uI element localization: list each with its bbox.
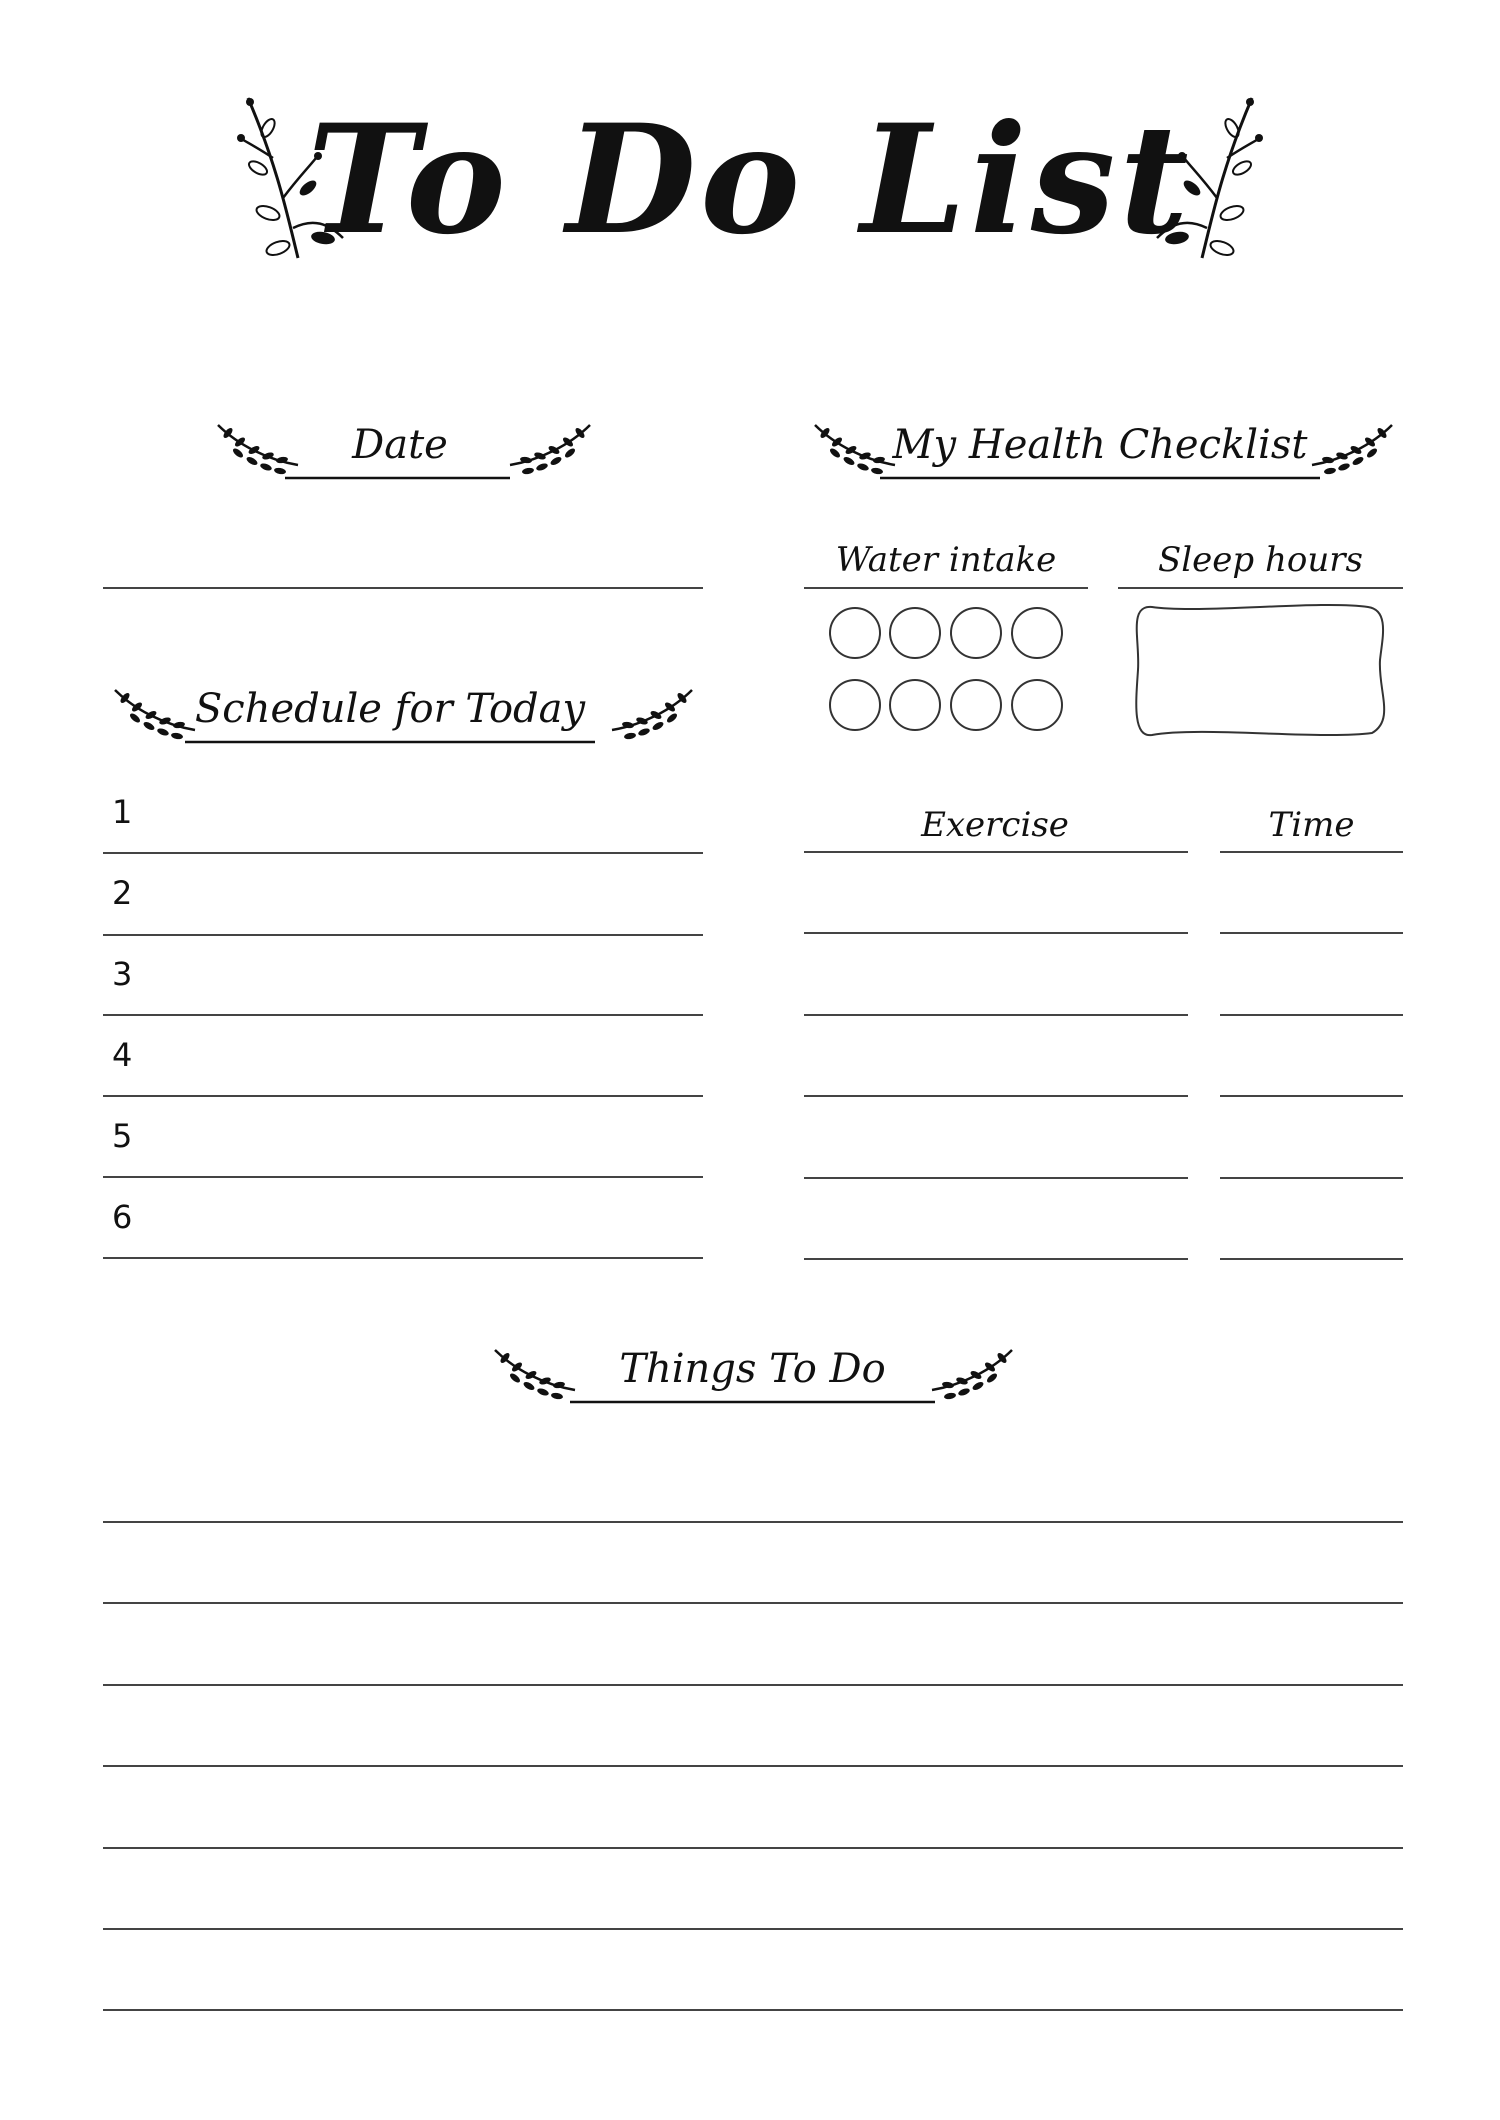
water-glass-circles [830, 608, 1062, 730]
health-heading: My Health Checklist [892, 422, 1308, 468]
date-heading: Date [352, 422, 448, 468]
health-sprig-right-icon [1312, 425, 1392, 475]
schedule-number: 4 [112, 1036, 133, 1074]
sleep-hours-label: Sleep hours [1158, 540, 1363, 580]
water-glass [951, 608, 1001, 658]
page-title: To Do List [307, 92, 1193, 268]
schedule-sprig-right-icon [612, 690, 692, 740]
schedule-number: 1 [112, 793, 133, 831]
water-glass [890, 608, 940, 658]
time-lines [1220, 852, 1403, 1259]
water-glass [1012, 608, 1062, 658]
water-glass [890, 680, 940, 730]
water-glass [830, 608, 880, 658]
water-glass [830, 680, 880, 730]
exercise-lines [804, 852, 1188, 1259]
water-intake-label: Water intake [835, 540, 1057, 580]
schedule-number: 5 [112, 1117, 133, 1155]
sleep-hours-box [1136, 605, 1384, 735]
things-heading: Things To Do [619, 1346, 886, 1392]
time-label: Time [1268, 805, 1355, 845]
schedule-heading: Schedule for Today [194, 686, 586, 732]
things-lines [103, 1522, 1403, 2010]
exercise-label: Exercise [921, 805, 1069, 845]
schedule-number: 6 [112, 1198, 133, 1236]
water-glass [951, 680, 1001, 730]
schedule-lines [103, 853, 703, 1258]
schedule-number: 3 [112, 955, 133, 993]
water-glass [1012, 680, 1062, 730]
schedule-number: 2 [112, 874, 133, 912]
